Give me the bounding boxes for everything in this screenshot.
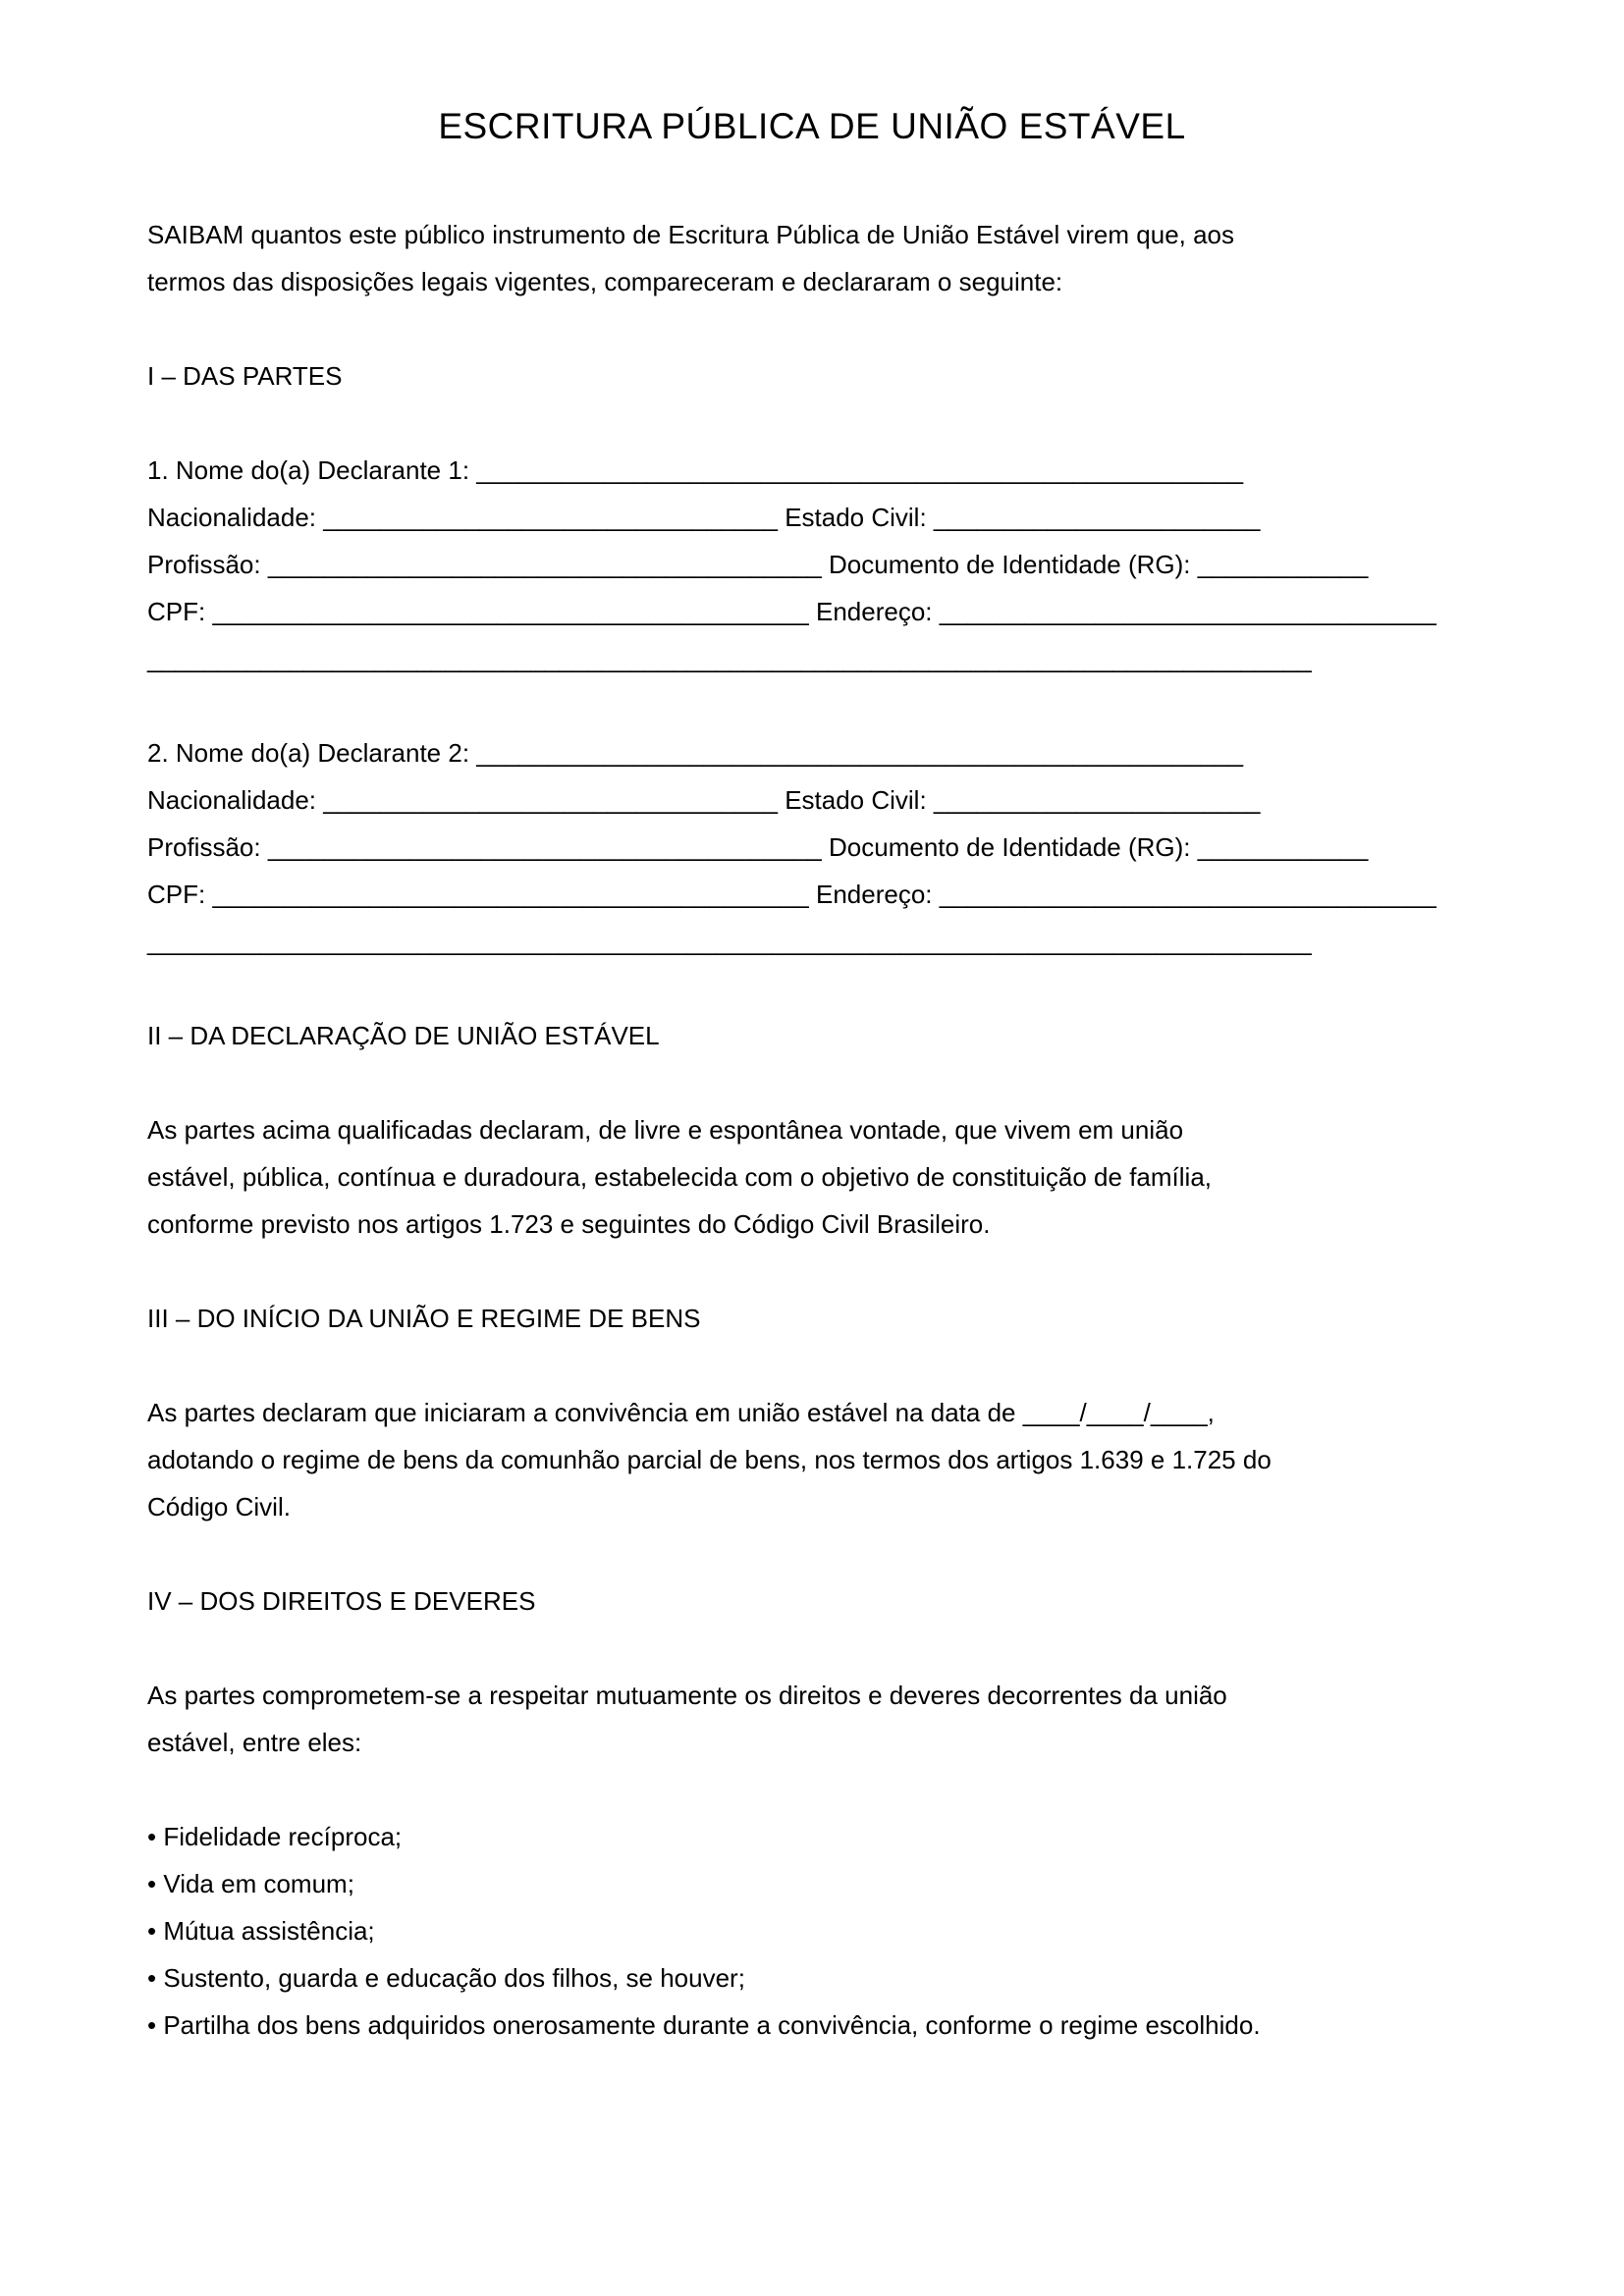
paragraph-line: Código Civil.: [147, 1492, 291, 1522]
section-iii-heading: III – DO INÍCIO DA UNIÃO E REGIME DE BENS: [147, 1304, 701, 1333]
field-label: Documento de Identidade (RG):: [829, 832, 1198, 862]
field-label: 2. Nome do(a) Declarante 2:: [147, 738, 477, 768]
section-iii-paragraph: [147, 1389, 1526, 1530]
field-label: Nacionalidade:: [147, 785, 324, 815]
blank-field-cpf: __________________________________________: [212, 880, 816, 909]
field-label: 1. Nome do(a) Declarante 1:: [147, 455, 477, 485]
paragraph-line: adotando o regime de bens da comunhão parcial de bens, nos termos dos artigos 1.639 e 1.725 do: [147, 1445, 1272, 1474]
paragraph-line: conforme previsto nos artigos 1.723 e seguintes do Código Civil Brasileiro.: [147, 1209, 991, 1239]
blank-field-endereco: ___________________________________: [939, 880, 1436, 909]
blank-field-endereco: ___________________________________: [939, 597, 1436, 626]
blank-field-name: ______________________________________________________: [476, 455, 1244, 485]
section-ii-paragraph: [147, 1106, 1526, 1248]
blank-field-estado-civil: _______________________: [933, 785, 1261, 815]
document-title: ESCRITURA PÚBLICA DE UNIÃO ESTÁVEL: [438, 106, 1186, 146]
paragraph-line: estável, entre eles:: [147, 1728, 362, 1757]
blank-field-nacionalidade: ________________________________: [323, 503, 785, 532]
paragraph-line: SAIBAM quantos este público instrumento de Escritura Pública de União Estável virem que, aos: [147, 220, 1235, 249]
preamble-paragraph: [147, 211, 1526, 305]
form-row-nacionalidade-estado-civil: [147, 776, 1526, 824]
field-label: Profissão:: [147, 832, 268, 862]
blank-field-estado-civil: _______________________: [933, 503, 1261, 532]
form-row-continuation: [147, 918, 1526, 965]
section-iv-paragraph: [147, 1672, 1526, 1766]
bullet-item: • Sustento, guarda e educação dos filhos, se houver;: [147, 1963, 745, 1993]
bullet-item: • Mútua assistência;: [147, 1916, 375, 1946]
paragraph-line: As partes comprometem-se a respeitar mutuamente os direitos e deveres decorrentes da união: [147, 1681, 1227, 1710]
declarante-2-form: [147, 729, 1526, 965]
field-label: CPF:: [147, 880, 213, 909]
paragraph-line: As partes declaram que iniciaram a convivência em união estável na data de ____/____/____,: [147, 1398, 1215, 1427]
section-i-heading: I – DAS PARTES: [147, 361, 343, 391]
blank-field-rg: ____________: [1197, 832, 1369, 862]
form-row-profissao-rg: [147, 541, 1526, 588]
blank-field-name: ______________________________________________________: [476, 738, 1244, 768]
field-label: Endereço:: [816, 597, 940, 626]
blank-field-continuation: __________________________________________________________________________________: [147, 927, 1312, 956]
form-row-nacionalidade-estado-civil: [147, 494, 1526, 541]
form-row-continuation: [147, 635, 1526, 682]
paragraph-line: termos das disposições legais vigentes, compareceram e declararam o seguinte:: [147, 267, 1063, 296]
blank-field-profissao: _______________________________________: [267, 550, 829, 579]
section-iv-heading: IV – DOS DIREITOS E DEVERES: [147, 1586, 536, 1616]
blank-field-nacionalidade: ________________________________: [323, 785, 785, 815]
field-label: CPF:: [147, 597, 213, 626]
field-label: Endereço:: [816, 880, 940, 909]
blank-field-cpf: __________________________________________: [212, 597, 816, 626]
form-row-cpf-endereco: [147, 871, 1526, 918]
form-row-profissao-rg: [147, 824, 1526, 871]
blank-field-rg: ____________: [1197, 550, 1369, 579]
duties-bullet-list: [147, 1813, 1526, 2049]
field-label: Profissão:: [147, 550, 268, 579]
blank-field-continuation: __________________________________________________________________________________: [147, 644, 1312, 673]
field-label: Nacionalidade:: [147, 503, 324, 532]
form-row-name-2: [147, 729, 1526, 776]
form-row-name-1: [147, 447, 1526, 494]
bullet-item: • Fidelidade recíproca;: [147, 1822, 403, 1851]
form-row-cpf-endereco: [147, 588, 1526, 635]
declarante-1-form: [147, 447, 1526, 682]
blank-field-profissao: _______________________________________: [267, 832, 829, 862]
paragraph-line: estável, pública, contínua e duradoura, estabelecida com o objetivo de constituição de família,: [147, 1162, 1213, 1192]
bullet-item: • Vida em comum;: [147, 1869, 354, 1898]
field-label: Documento de Identidade (RG):: [829, 550, 1198, 579]
field-label: Estado Civil:: [785, 503, 934, 532]
paragraph-line: As partes acima qualificadas declaram, de livre e espontânea vontade, que vivem em união: [147, 1115, 1184, 1145]
section-ii-heading: II – DA DECLARAÇÃO DE UNIÃO ESTÁVEL: [147, 1021, 660, 1050]
field-label: Estado Civil:: [785, 785, 934, 815]
bullet-item: • Partilha dos bens adquiridos onerosamente durante a convivência, conforme o regime escolhido.: [147, 2010, 1261, 2040]
